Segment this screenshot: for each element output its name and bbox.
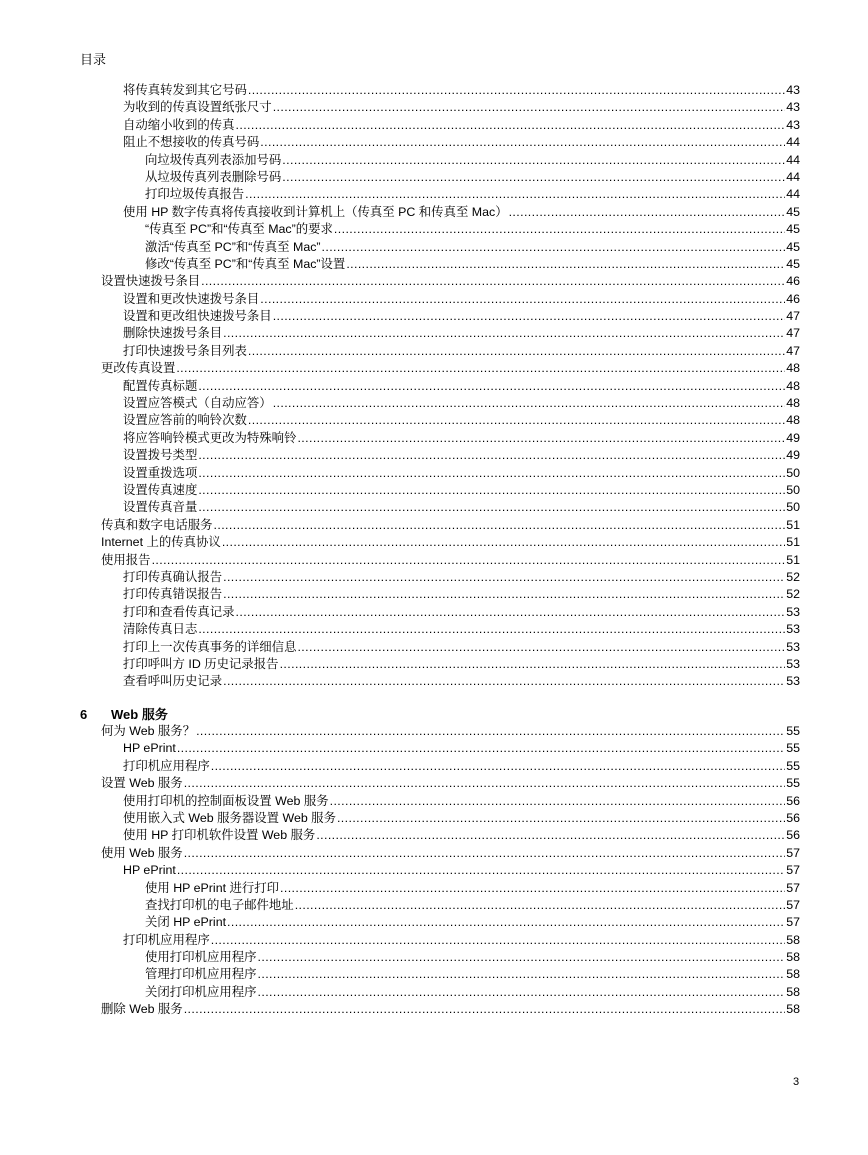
toc-entry-line [123,325,800,342]
toc-entry-title: 使用打印机应用程序 [145,950,257,965]
toc-entry-line [101,552,800,569]
toc-entry[interactable] [0,656,868,673]
toc-entry[interactable] [0,169,868,186]
toc-entry-title: 设置传真速度 [123,482,198,497]
toc-dot-leader [258,949,786,966]
toc-entry-title: 使用嵌入式 Web 服务器设置 Web 服务 [123,810,336,825]
toc-entry-line [101,534,800,551]
toc-entry-page: 56 [786,810,800,825]
toc-entry[interactable] [0,273,868,290]
toc-entry-title: 打印机应用程序 [123,758,210,773]
toc-entry-title: 激活“传真至 PC”和“传真至 Mac” [145,239,321,254]
toc-entry-title: 从垃圾传真列表删除号码 [145,169,282,184]
toc-entry-line [123,862,800,879]
toc-entry-title: 设置应答前的响铃次数 [123,413,247,428]
toc-dot-leader [211,932,785,949]
toc-entry-title: 使用打印机的控制面板设置 Web 服务 [123,793,329,808]
toc-entry-page: 53 [786,656,800,671]
toc-dot-leader [184,1001,786,1018]
toc-entry-line [123,604,800,621]
toc-entry-title: 修改“传真至 PC”和“传真至 Mac”设置 [145,256,346,271]
toc-dot-leader [258,984,786,1001]
toc-entry-title: 配置传真标题 [123,378,198,393]
toc-entry-line [123,932,800,949]
toc-entry-page: 51 [786,517,800,532]
toc-entry-line [123,412,800,429]
toc-dot-leader [177,862,785,879]
toc-dot-leader [245,186,785,203]
toc-entry-page: 51 [786,552,800,567]
toc-entry[interactable] [0,758,868,775]
toc-entry-page: 58 [786,967,800,982]
toc-entry-page: 57 [786,915,800,930]
toc-entry-line [145,966,800,983]
toc-entry[interactable] [0,740,868,757]
toc-entry[interactable] [0,552,868,569]
toc-entry-line [101,517,800,534]
toc-dot-leader [273,308,786,325]
toc-entry[interactable] [0,412,868,429]
toc-entry-title: 传真和数字电话服务 [101,517,213,532]
toc-entry-title: 查找打印机的电子邮件地址 [145,897,294,912]
toc-entry[interactable] [0,517,868,534]
toc-dot-leader [198,447,785,464]
toc-entry-line [145,169,800,186]
toc-entry-line [123,447,800,464]
toc-dot-leader [322,239,786,256]
toc-dot-leader [316,827,785,844]
toc-entry[interactable] [0,308,868,325]
toc-entry-title: HP ePrint [123,863,176,878]
toc-entry-line [101,723,800,740]
toc-entry[interactable] [0,862,868,879]
toc-entry[interactable] [0,534,868,551]
toc-entry-title: 打印上一次传真事务的详细信息 [123,639,297,654]
toc-entry[interactable] [0,639,868,656]
chapter-title: Web 服务 [111,707,168,722]
toc-entry-line [123,395,800,412]
toc-entry-page: 43 [786,117,800,132]
toc-entry-page: 43 [786,83,800,97]
toc-entry-line [101,1001,800,1018]
toc-dot-leader [509,204,786,221]
toc-entry-title: 使用 HP 数字传真将传真接收到计算机上（传真至 PC 和传真至 Mac） [123,204,508,219]
toc-entry-page: 48 [786,361,800,376]
toc-entry-page: 45 [786,256,800,271]
toc-entry-title: 设置重拨选项 [123,465,198,480]
toc-dot-leader [248,82,785,99]
toc-entry[interactable] [0,204,868,221]
toc-dot-leader [223,569,785,586]
toc-dot-leader [176,360,785,377]
toc-entry-line [145,152,800,169]
toc-entry[interactable] [0,395,868,412]
toc-entry-page: 46 [786,291,800,306]
toc-entry-title: HP ePrint [123,741,176,756]
toc-dot-leader [198,378,785,395]
toc-entry[interactable] [0,897,868,914]
toc-entry[interactable] [0,673,868,690]
toc-entry-page: 44 [786,187,800,202]
toc-list-web-services [0,723,868,1019]
toc-list-fax [0,82,868,691]
toc-entry-page: 56 [786,793,800,808]
toc-dot-leader [211,758,785,775]
toc-dot-leader [280,880,785,897]
toc-entry-title: 打印快速拨号条目列表 [123,343,247,358]
toc-entry[interactable] [0,99,868,116]
toc-entry[interactable] [0,604,868,621]
toc-entry-page: 48 [786,396,800,411]
toc-dot-leader [214,517,786,534]
toc-dot-leader [273,395,786,412]
toc-entry-title: 为收到的传真设置纸张尺寸 [123,100,272,115]
toc-entry[interactable] [0,880,868,897]
toc-entry[interactable] [0,221,868,238]
toc-entry-title: 清除传真日志 [123,622,198,637]
toc-entry-page: 57 [786,845,800,860]
toc-dot-leader [260,291,785,308]
toc-entry-line [123,430,800,447]
toc-entry-title: 使用 HP ePrint 进行打印 [145,880,280,895]
toc-entry-line [123,639,800,656]
toc-entry-title: 删除快速拨号条目 [123,326,223,341]
toc-entry-title: 关闭打印机应用程序 [145,984,257,999]
toc-entry-page: 57 [786,880,800,895]
toc-entry[interactable] [0,343,868,360]
toc-entry-title: 删除 Web 服务 [101,1002,183,1017]
toc-entry-line [145,880,800,897]
toc-dot-leader [248,412,785,429]
toc-entry[interactable] [0,256,868,273]
toc-dot-leader [282,169,785,186]
toc-entry-line [123,827,800,844]
toc-entry-title: 打印传真确认报告 [123,569,223,584]
toc-dot-leader [282,152,785,169]
toc-entry-page: 47 [786,309,800,324]
toc-entry-line [145,256,800,273]
toc-entry-title: 向垃圾传真列表添加号码 [145,152,282,167]
toc-entry-page: 43 [786,100,800,115]
toc-entry-line [123,586,800,603]
toc-entry-title: 设置和更改组快速拨号条目 [123,309,272,324]
toc-dot-leader [334,221,785,238]
toc-entry[interactable] [0,117,868,134]
toc-entry-page: 47 [786,343,800,358]
toc-entry-title: 打印传真错误报告 [123,587,223,602]
toc-entry-title: 设置和更改快速拨号条目 [123,291,260,306]
toc-dot-leader [196,723,785,740]
toc-entry-line [123,378,800,395]
toc-dot-leader [248,343,785,360]
toc-entry-line [145,186,800,203]
toc-entry-line [123,465,800,482]
toc-entry-title: 将传真转发到其它号码 [123,83,247,97]
toc-entry[interactable] [0,932,868,949]
toc-entry[interactable] [0,186,868,203]
toc-dot-leader [258,966,786,983]
toc-entry-title: 查看呼叫历史记录 [123,674,223,689]
page-header: 目录 [80,52,107,67]
toc-entry-page: 48 [786,413,800,428]
toc-entry-line [123,99,800,116]
toc-dot-leader [280,656,786,673]
toc-entry-line [123,793,800,810]
toc-entry-title: 自动缩小收到的传真 [123,117,235,132]
toc-entry-page: 44 [786,152,800,167]
toc-entry-page: 45 [786,222,800,237]
toc-entry[interactable] [0,465,868,482]
toc-entry-page: 58 [786,932,800,947]
toc-entry[interactable] [0,723,868,740]
toc-entry-page: 53 [786,639,800,654]
toc-entry-line [145,949,800,966]
toc-entry-line [123,499,800,516]
toc-dot-leader [177,740,785,757]
toc-entry[interactable] [0,360,868,377]
toc-entry-line [123,308,800,325]
toc-entry[interactable] [0,291,868,308]
toc-dot-leader [198,465,785,482]
toc-entry[interactable] [0,810,868,827]
toc-entry[interactable] [0,152,868,169]
toc-entry-line [101,360,800,377]
toc-entry-title: Internet 上的传真协议 [101,535,221,550]
toc-dot-leader [184,845,786,862]
toc-entry-line [145,897,800,914]
toc-dot-leader [152,552,786,569]
toc-entry-line [145,239,800,256]
toc-entry-title: “传真至 PC”和“传真至 Mac”的要求 [145,222,333,237]
toc-entry[interactable] [0,586,868,603]
toc-entry-page: 51 [786,535,800,550]
toc-entry-title: 打印机应用程序 [123,932,210,947]
toc-entry-line [101,845,800,862]
toc-dot-leader [198,621,785,638]
toc-entry-line [101,775,800,792]
toc-dot-leader [295,897,786,914]
toc-entry-line [123,482,800,499]
toc-entry-title: 何为 Web 服务？ [101,724,196,738]
toc-entry-title: 设置应答模式（自动应答） [123,396,272,411]
toc-dot-leader [222,534,785,551]
toc-entry-page: 44 [786,135,800,150]
toc-entry-page: 47 [786,326,800,341]
chapter-number: 6 [80,707,88,722]
toc-entry-line [123,82,800,99]
toc-entry-page: 48 [786,378,800,393]
toc-entry-page: 53 [786,622,800,637]
toc-entry[interactable] [0,966,868,983]
toc-entry[interactable] [0,378,868,395]
toc-entry-page: 52 [786,587,800,602]
toc-entry[interactable] [0,447,868,464]
toc-entry-title: 阻止不想接收的传真号码 [123,135,260,150]
toc-dot-leader [198,482,785,499]
toc-dot-leader [184,775,786,792]
toc-entry[interactable] [0,325,868,342]
toc-entry-page: 53 [786,674,800,689]
toc-entry-page: 56 [786,828,800,843]
toc-entry[interactable] [0,134,868,151]
toc-entry-page: 58 [786,1002,800,1017]
toc-entry-page: 50 [786,465,800,480]
toc-entry-page: 55 [786,741,800,756]
toc-entry-page: 55 [786,776,800,791]
toc-entry-line [123,673,800,690]
toc-entry-line [123,810,800,827]
toc-dot-leader [223,586,785,603]
toc-entry-line [123,758,800,775]
toc-entry[interactable] [0,482,868,499]
toc-dot-leader [273,99,786,116]
toc-dot-leader [236,117,786,134]
toc-entry[interactable] [0,793,868,810]
toc-entry-title: 管理打印机应用程序 [145,967,257,982]
toc-entry-page: 50 [786,482,800,497]
toc-dot-leader [330,793,786,810]
toc-entry[interactable] [0,239,868,256]
toc-entry[interactable] [0,621,868,638]
toc-dot-leader [227,914,785,931]
toc-entry-page: 52 [786,569,800,584]
toc-dot-leader [236,604,786,621]
toc-entry-title: 将应答响铃模式更改为特殊响铃 [123,430,297,445]
toc-entry[interactable] [0,430,868,447]
toc-entry-line [123,343,800,360]
toc-entry[interactable] [0,569,868,586]
toc-entry[interactable] [0,775,868,792]
toc-entry-title: 使用 HP 打印机软件设置 Web 服务 [123,828,316,843]
toc-entry[interactable] [0,914,868,931]
toc-entry-line [123,134,800,151]
toc-entry-title: 打印呼叫方 ID 历史记录报告 [123,656,279,671]
toc-entry-page: 46 [786,274,800,289]
toc-entry-line [123,621,800,638]
toc-entry-page: 45 [786,204,800,219]
toc-dot-leader [198,499,785,516]
toc-dot-leader [337,810,785,827]
toc-entry-title: 设置快速拨号条目 [101,274,201,289]
toc-entry-title: 设置传真音量 [123,500,198,515]
toc-entry-line [145,914,800,931]
toc-entry[interactable] [0,827,868,844]
toc-entry-title: 打印和查看传真记录 [123,604,235,619]
toc-entry-line [123,117,800,134]
toc-dot-leader [297,430,785,447]
toc-entry-title: 使用 Web 服务 [101,845,183,860]
toc-entry[interactable] [0,845,868,862]
toc-dot-leader [223,673,785,690]
toc-entry[interactable] [0,949,868,966]
toc-entry[interactable] [0,984,868,1001]
chapter-heading[interactable] [80,706,168,723]
toc-entry-title: 使用报告 [101,552,151,567]
toc-entry-title: 设置 Web 服务 [101,776,183,791]
toc-dot-leader [346,256,785,273]
toc-entry-page: 55 [786,758,800,773]
toc-entry-page: 58 [786,984,800,999]
toc-entry-page: 57 [786,897,800,912]
toc-entry-line [123,656,800,673]
toc-entry-page: 44 [786,169,800,184]
toc-entry[interactable] [0,499,868,516]
toc-dot-leader [260,134,785,151]
toc-entry-line [101,273,800,290]
toc-entry-page: 49 [786,430,800,445]
toc-entry-page: 49 [786,448,800,463]
toc-dot-leader [201,273,785,290]
toc-entry[interactable] [0,1001,868,1018]
page-number: 3 [793,1076,800,1088]
toc-entry-line [123,569,800,586]
toc-entry-page: 45 [786,239,800,254]
toc-dot-leader [223,325,785,342]
toc-entry-line [123,740,800,757]
toc-dot-leader [297,639,785,656]
toc-entry-title: 设置拨号类型 [123,448,198,463]
toc-entry-title: 关闭 HP ePrint [145,915,227,930]
toc-entry-line [123,204,800,221]
toc-entry[interactable] [0,82,868,99]
toc-entry-page: 57 [786,863,800,878]
toc-entry-title: 更改传真设置 [101,361,176,376]
toc-entry-page: 55 [786,724,800,738]
toc-entry-page: 58 [786,950,800,965]
toc-entry-page: 50 [786,500,800,515]
toc-entry-line [145,984,800,1001]
toc-entry-title: 打印垃圾传真报告 [145,187,245,202]
toc-entry-line [123,291,800,308]
toc-entry-line [145,221,800,238]
toc-entry-page: 53 [786,604,800,619]
